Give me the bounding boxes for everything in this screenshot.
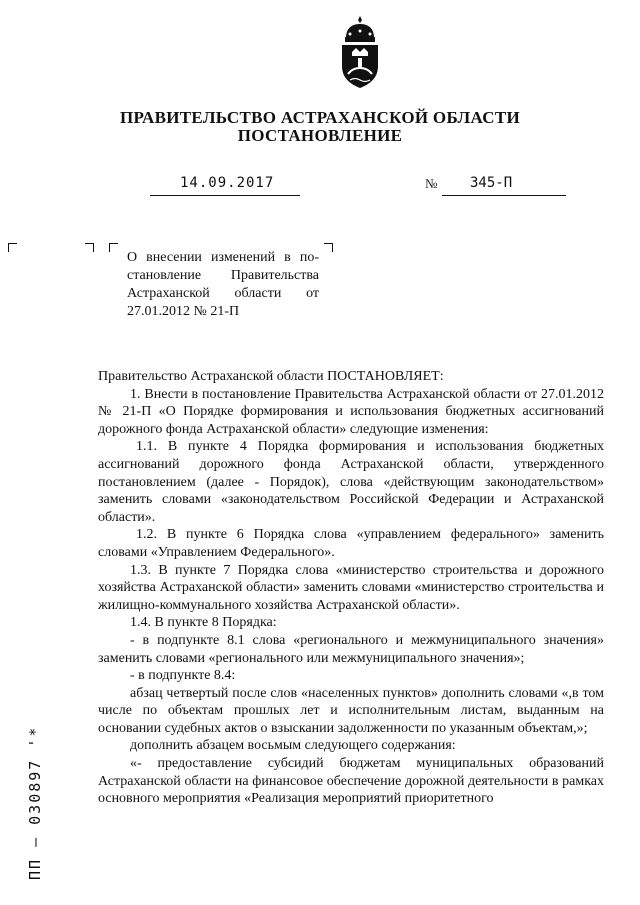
body-paragraph: 1.1. В пункте 4 Порядка формирования и использования бюджетных ассигнований дорожного фонда Астраханской области, утвержденного постановлением (далее - Порядок), слова «действующим законодательством» заменить словами «законодательством Российской Федерации и Астраханской области». (98, 439, 604, 525)
subject-line: 27.01.2012 № 21-П (127, 304, 240, 319)
subject-line: становление Правительства (127, 268, 319, 283)
document-number: 345-П (470, 175, 513, 191)
corner-mark (324, 243, 333, 252)
subject-line: О внесении изменений в по- (127, 250, 319, 265)
number-field (442, 175, 566, 196)
body-paragraph: 1. Внести в постановление Правительства Астраханской области от 27.01.2012 № 21-П «О Порядке формирования и использования бюджетных ассигнований дорожного фонда Астраханской области» следующие изменения: (98, 386, 604, 437)
corner-mark (109, 243, 118, 252)
body-paragraph: 1.4. В пункте 8 Порядка: (130, 615, 277, 631)
body-paragraph: 1.3. В пункте 7 Порядка слова «министерство строительства и дорожного хозяйства Астраханской области» заменить словами «министерство строительства и жилищно-коммунального хозяйства Астраханской области». (98, 562, 604, 613)
body-paragraph: дополнить абзацем восьмым следующего содержания: (130, 738, 456, 754)
body-paragraph: «- предоставление субсидий бюджетам муниципальных образований Астраханской области на финансовое обеспечение дорожной деятельности в рамках основного мероприятия «Реализация мероприятий приоритетного (98, 756, 604, 807)
body-paragraph: - в подпункте 8.4: (130, 668, 236, 684)
body-paragraph: абзац четвертый после слов «населенных пунктов» дополнить словами «,в том числе по объектам прошлых лет и исполнительным листам, выданным на основании судебных актов о взыскании задолженности по указанным объектам,»; (98, 685, 604, 736)
subject-line: Астраханской области от (127, 286, 319, 301)
document-body (98, 368, 604, 808)
document-subject (127, 249, 319, 321)
organization-title: ПРАВИТЕЛЬСТВО АСТРАХАНСКОЙ ОБЛАСТИ (120, 108, 520, 127)
body-paragraph: - в подпункте 8.1 слова «регионального и межмуниципального значения» заменить словами «регионального или межмуниципального значения»; (98, 632, 604, 666)
serial-number: ПП – 030897 '* (26, 725, 44, 880)
serial-stamp (6, 690, 46, 880)
corner-mark (85, 243, 94, 252)
preamble-paragraph: Правительство Астраханской области ПОСТАНОВЛЯЕТ: (98, 369, 444, 384)
coat-of-arms-icon (336, 14, 384, 90)
date-field (150, 175, 300, 196)
body-paragraph: 1.2. В пункте 6 Порядка слова «управлением федерального» заменить словами «Управлением Федерального». (98, 527, 604, 560)
document-date: 14.09.2017 (180, 175, 275, 191)
corner-mark (8, 243, 17, 252)
number-sign: № (425, 176, 438, 191)
document-type-title: ПОСТАНОВЛЕНИЕ (237, 126, 403, 145)
